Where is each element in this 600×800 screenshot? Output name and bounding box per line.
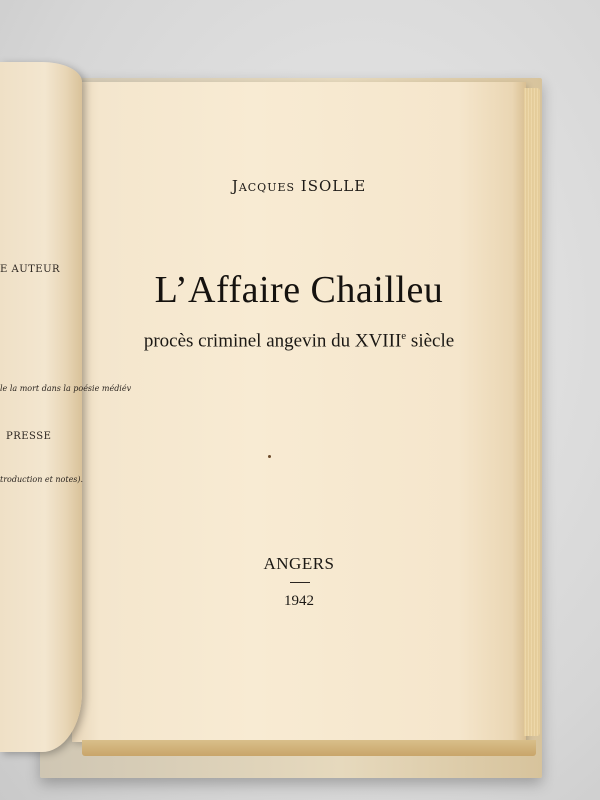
- publication-year: 1942: [284, 593, 314, 609]
- facing-page: [0, 62, 132, 752]
- printer-dot: [268, 455, 271, 458]
- book-subtitle: [72, 330, 526, 352]
- author-name: Jacques ISOLLE: [231, 177, 367, 195]
- title-page: [72, 82, 526, 742]
- subtitle-main: procès criminel angevin du XVIII: [143, 330, 402, 352]
- subtitle-end: siècle: [406, 330, 455, 352]
- left-line-notes: troduction et notes).: [0, 475, 84, 484]
- page-edges: [524, 88, 540, 736]
- publication-place: ANGERS: [263, 554, 335, 573]
- left-line-press: PRESSE: [6, 431, 52, 442]
- book-title: L’Affaire Chailleu: [154, 269, 444, 311]
- cover-bottom-edge: [82, 740, 536, 756]
- left-line-work: le la mort dans la poésie médiév: [0, 384, 132, 393]
- separator-rule: [290, 582, 310, 583]
- left-line-author: E AUTEUR: [0, 264, 61, 275]
- subtitle-superscript: e: [401, 330, 407, 342]
